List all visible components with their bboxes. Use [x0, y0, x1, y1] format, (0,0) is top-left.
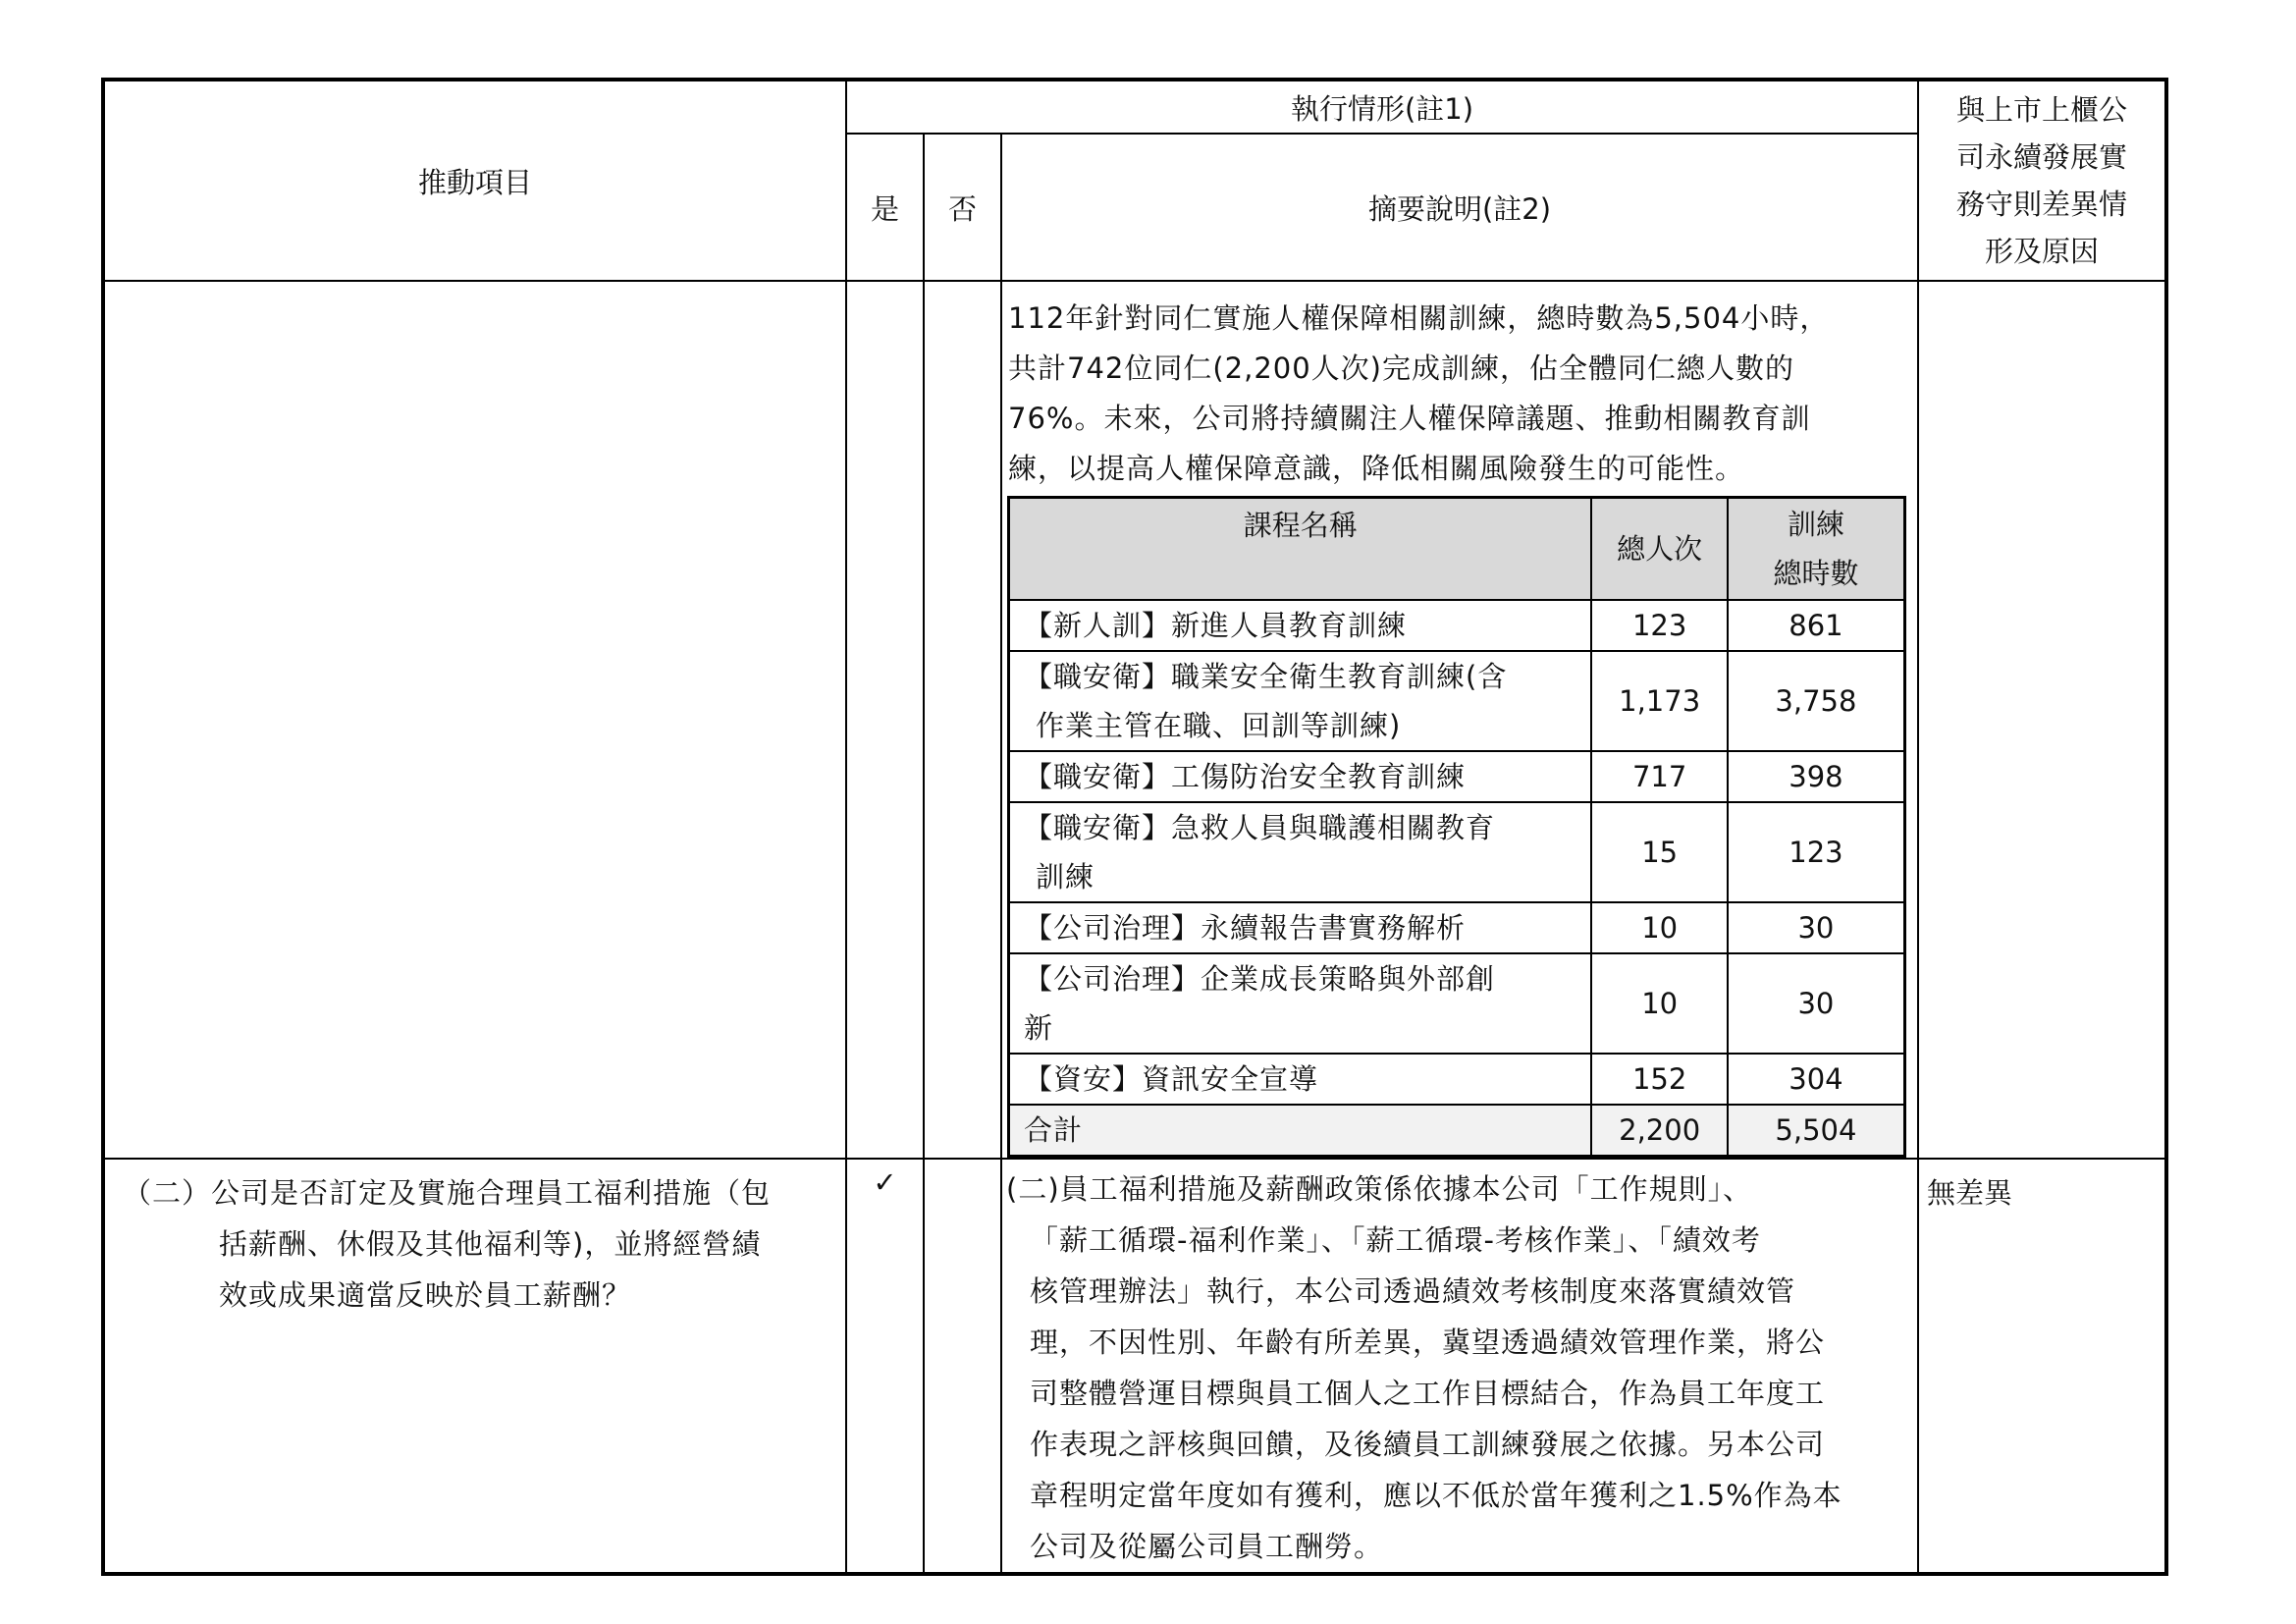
section1-item — [103, 281, 846, 1159]
section1-paragraph: 112年針對同仁實施人權保障相關訓練，總時數為5,504小時， 共計742位同仁(2,200人次)完成訓練，佔全體同仁總人數的 76%。未來，公司將持續關注人權保障議題、推動相關教育訓 練，以提高人權保障意識，降低相關風險發生的可能性。 — [1008, 301, 1830, 485]
section1-no — [924, 281, 1001, 1159]
table-row — [1009, 751, 1905, 802]
course-hours: 30 — [1728, 902, 1905, 953]
course-hours: 304 — [1728, 1054, 1905, 1105]
table-row — [1009, 902, 1905, 953]
course-name: 【資安】資訊安全宣導 — [1009, 1054, 1592, 1105]
table-row-total — [1009, 1105, 1905, 1157]
section1-yes — [846, 281, 924, 1159]
section2-no — [924, 1159, 1001, 1574]
table-row — [1009, 651, 1905, 751]
header-diff: 與上市上櫃公 司永續發展實 務守則差異情 形及原因 — [1918, 80, 2166, 281]
course-hours: 398 — [1728, 751, 1905, 802]
course-persons: 15 — [1591, 802, 1727, 902]
course-name: 【新人訓】新進人員教育訓練 — [1009, 600, 1592, 651]
course-name: 【公司治理】企業成長策略與外部創 新 — [1009, 953, 1592, 1054]
sustainability-table — [101, 78, 2168, 1576]
header-item: 推動項目 — [103, 80, 846, 281]
total-hours: 5,504 — [1728, 1105, 1905, 1157]
section2-diff: 無差異 — [1918, 1159, 2166, 1574]
total-persons: 2,200 — [1591, 1105, 1727, 1157]
course-name: 【職安衛】工傷防治安全教育訓練 — [1009, 751, 1592, 802]
total-label: 合計 — [1009, 1105, 1592, 1157]
course-hours: 30 — [1728, 953, 1905, 1054]
course-persons: 1,173 — [1591, 651, 1727, 751]
section1-summary — [1001, 281, 1918, 1159]
header-execution: 執行情形(註1) — [846, 80, 1918, 134]
col-persons: 總人次 — [1591, 498, 1727, 601]
course-name: 【職安衛】職業安全衛生教育訓練(含 作業主管在職、回訓等訓練) — [1009, 651, 1592, 751]
check-mark-icon: ✓ — [846, 1159, 924, 1574]
table-row — [1009, 1054, 1905, 1105]
section2-item: （二）公司是否訂定及實施合理員工福利措施（包 括薪酬、休假及其他福利等)，並將經營績 效或成果適當反映於員工薪酬？ — [103, 1159, 846, 1574]
header-yes: 是 — [846, 134, 924, 281]
course-hours: 3,758 — [1728, 651, 1905, 751]
table-row — [1009, 600, 1905, 651]
col-course: 課程名稱 — [1009, 498, 1592, 601]
course-hours: 123 — [1728, 802, 1905, 902]
course-persons: 123 — [1591, 600, 1727, 651]
header-no: 否 — [924, 134, 1001, 281]
table-row — [1009, 802, 1905, 902]
section1-diff — [1918, 281, 2166, 1159]
course-persons: 152 — [1591, 1054, 1727, 1105]
course-persons: 10 — [1591, 902, 1727, 953]
course-name: 【職安衛】急救人員與職護相關教育 訓練 — [1009, 802, 1592, 902]
training-table — [1007, 496, 1906, 1158]
col-hours: 訓練 總時數 — [1728, 498, 1905, 601]
header-summary: 摘要說明(註2) — [1001, 134, 1918, 281]
course-name: 【公司治理】永續報告書實務解析 — [1009, 902, 1592, 953]
course-hours: 861 — [1728, 600, 1905, 651]
section2-summary: (二)員工福利措施及薪酬政策係依據本公司「工作規則」、 「薪工循環-福利作業」、「薪工循環-考核作業」、「績效考 核管理辦法」執行，本公司透過績效考核制度來落實績效管 理，不因性別、年齡有所差異，冀望透過績效管理作業，將公 司整體營運目標與員工個人之工作目標結合，作為員工年度工 作表現之評核與回饋，及後續員工訓練發展之依據。另本公司 章程明定當年度如有獲利，應以不低於當年獲利之1.5%作為本 公司及從屬公司員工酬勞。 — [1001, 1159, 1918, 1574]
course-persons: 717 — [1591, 751, 1727, 802]
table-row — [1009, 953, 1905, 1054]
course-persons: 10 — [1591, 953, 1727, 1054]
